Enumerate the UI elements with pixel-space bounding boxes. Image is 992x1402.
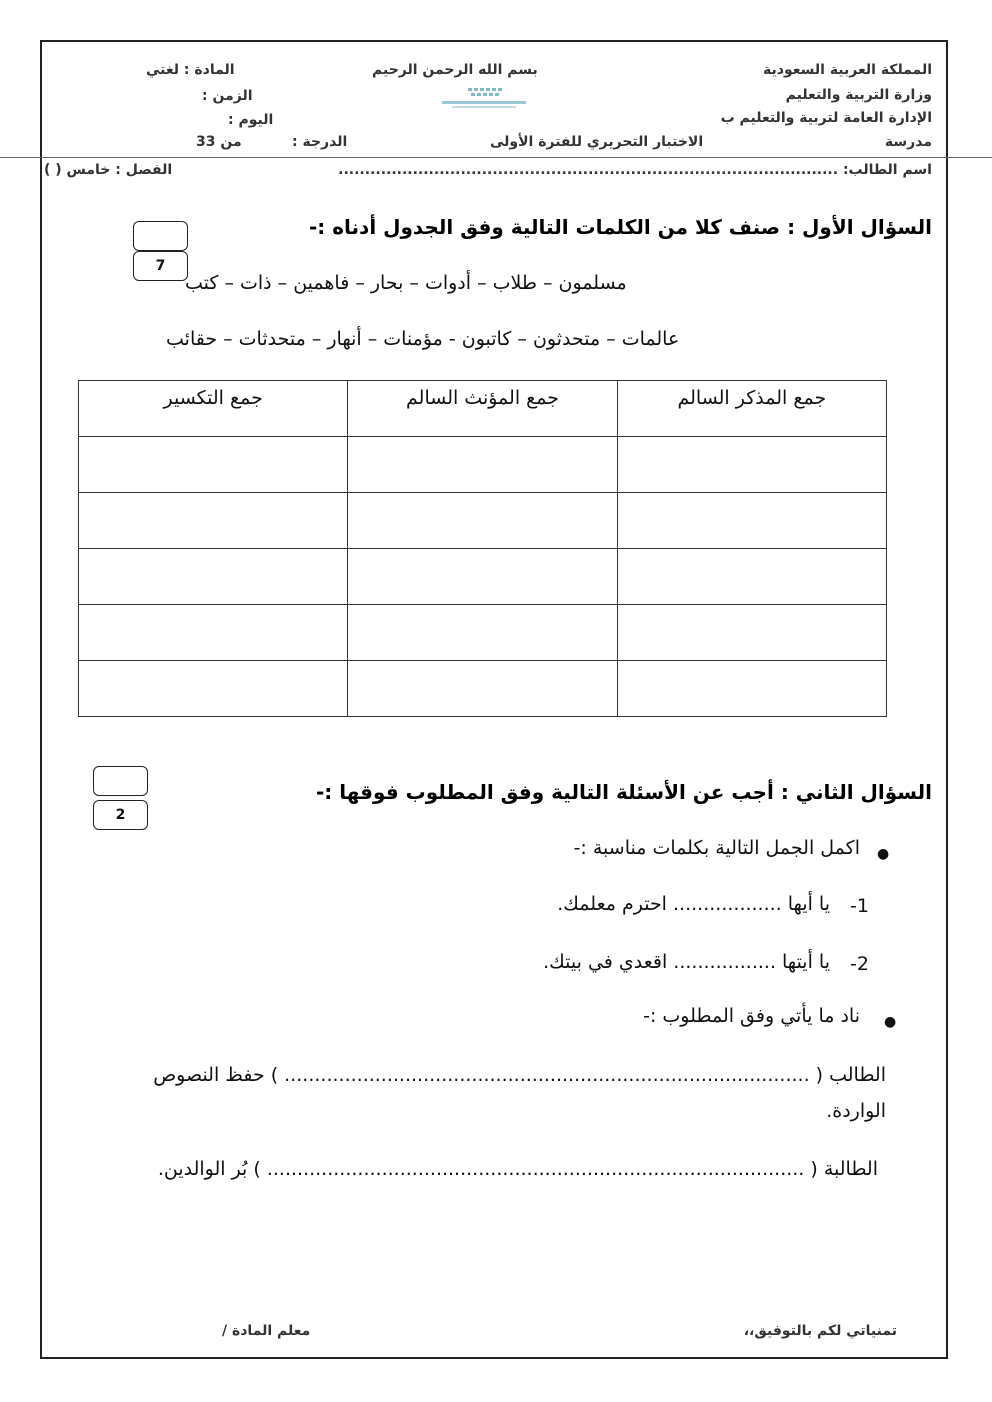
table-cell[interactable] (617, 549, 886, 605)
q2-item1-text: يا أيها .................. احترم معلمك. (557, 893, 830, 915)
table-row (79, 437, 887, 493)
school-label: مدرسة (884, 134, 932, 150)
table-row (79, 605, 887, 661)
q2-item2-text: يا أيتها ................. اقعدي في بيتك. (543, 951, 830, 973)
directorate-label: الإدارة العامة لتربية والتعليم ب (720, 110, 932, 126)
q2-part1-heading: اكمل الجمل التالية بكلمات مناسبة :- (573, 837, 860, 859)
q1-words-line1: مسلمون – طلاب – أدوات – بحار – فاهمين – ذات – كتب (185, 272, 627, 294)
table-cell[interactable] (79, 437, 348, 493)
footer-teacher: معلم المادة / (222, 1323, 311, 1339)
table-cell[interactable] (348, 661, 617, 717)
table-cell[interactable] (79, 605, 348, 661)
ministry-label: وزارة التربية والتعليم (785, 87, 932, 103)
q2-call1-line1: الطالب ( ....................................................................................... ) حفظ النصوص (153, 1064, 886, 1086)
kingdom-label: المملكة العربية السعودية (763, 62, 932, 78)
table-cell[interactable] (79, 549, 348, 605)
table-cell[interactable] (617, 661, 886, 717)
table-cell[interactable] (348, 493, 617, 549)
q1-score-blank (133, 221, 188, 251)
grade-label: الدرجة : (292, 134, 348, 150)
q1-score-box: 7 (133, 251, 188, 281)
q2-item2-number: -2 (850, 953, 869, 975)
q1-words-line2: عالمات – متحدثون – كاتبون - مؤمنات – أنهار – متحدثات – حقائب (166, 328, 680, 350)
q2-item1-number: -1 (850, 895, 869, 917)
q2-title: السؤال الثاني : أجب عن الأسئلة التالية وفق المطلوب فوقها :- (315, 780, 932, 804)
day-label: اليوم : (228, 112, 274, 128)
table-cell[interactable] (348, 437, 617, 493)
table-row (79, 493, 887, 549)
out-of-label: من 33 (196, 134, 242, 150)
header-broken-plural: جمع التكسير (79, 381, 348, 437)
table-cell[interactable] (79, 493, 348, 549)
table-row (79, 549, 887, 605)
exam-title: الاختبار التحريري للفترة الأولى (490, 134, 704, 150)
table-row (79, 661, 887, 717)
ministry-logo-icon (438, 86, 530, 110)
footer-wishes: تمنياتي لكم بالتوفيق،، (743, 1323, 897, 1339)
q2-score-box: 2 (93, 800, 148, 830)
table-cell[interactable] (617, 437, 886, 493)
classification-table (78, 380, 887, 717)
class-field: الفصل : خامس ( ) (44, 162, 173, 178)
table-cell[interactable] (348, 549, 617, 605)
table-cell[interactable] (79, 661, 348, 717)
bullet-icon: ● (884, 1014, 897, 1030)
header-feminine-plural: جمع المؤنث السالم (348, 381, 617, 437)
q2-score-blank (93, 766, 148, 796)
table-cell[interactable] (348, 605, 617, 661)
time-label: الزمن : (202, 88, 253, 104)
table-cell[interactable] (617, 493, 886, 549)
header-masculine-plural: جمع المذكر السالم (617, 381, 886, 437)
student-name-field: اسم الطالب: .............................................................................................. (338, 162, 932, 178)
q2-call2: الطالبة ( ......................................................................................... ) بُر الوالدين. (157, 1158, 878, 1180)
bullet-icon: ● (877, 846, 890, 862)
q2-call1-line2: الواردة. (826, 1100, 886, 1122)
table-header-row (79, 381, 887, 437)
q1-title: السؤال الأول : صنف كلا من الكلمات التالية وفق الجدول أدناه :- (308, 215, 932, 239)
subject-label: المادة : لغتي (146, 62, 235, 78)
table-cell[interactable] (617, 605, 886, 661)
basmala: بسم الله الرحمن الرحيم (372, 62, 538, 78)
q2-part2-heading: ناد ما يأتي وفق المطلوب :- (643, 1005, 860, 1027)
header-divider (0, 157, 992, 158)
